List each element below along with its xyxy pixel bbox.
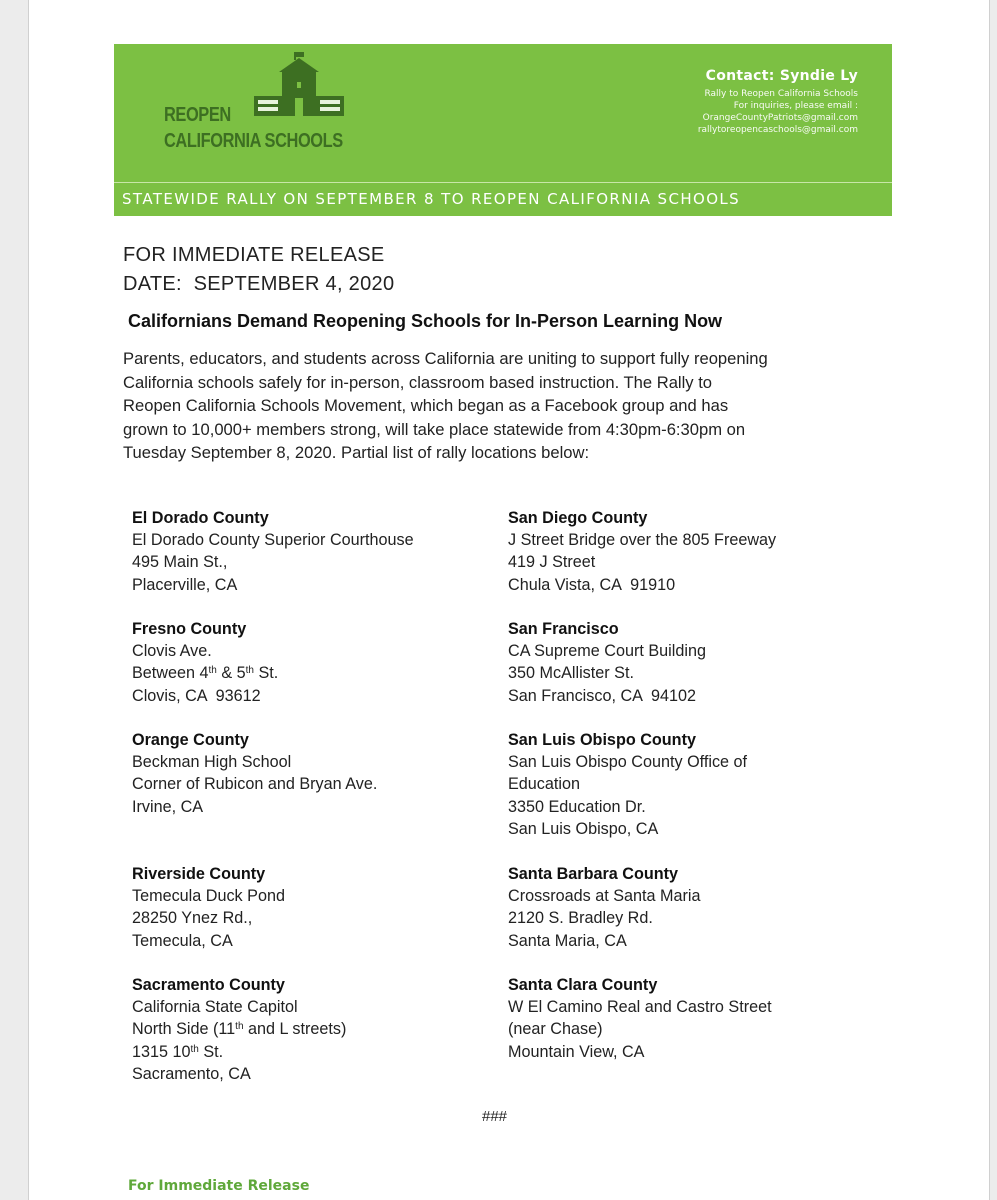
location-line: 495 Main St.,: [132, 553, 228, 572]
contact-block: [698, 68, 858, 136]
footer-label: For Immediate Release: [128, 1178, 310, 1194]
location-line: Sacramento, CA: [132, 1064, 251, 1083]
location-santa-barbara: [508, 863, 888, 952]
location-line: Clovis Ave.: [132, 642, 212, 661]
paragraph-line: Parents, educators, and students across California are uniting to support fully reopening: [123, 349, 768, 368]
location-line: Education: [508, 775, 580, 794]
logo-line-2: CALIFORNIA SCHOOLS: [164, 130, 343, 152]
location-line: Beckman High School: [132, 753, 292, 772]
location-line: El Dorado County Superior Courthouse: [132, 531, 414, 550]
location-line: 2120 S. Bradley Rd.: [508, 909, 653, 928]
location-line: Irvine, CA: [132, 797, 204, 816]
location-line: 3350 Education Dr.: [508, 797, 646, 816]
location-san-luis-obispo: [508, 729, 888, 840]
location-line: 28250 Ynez Rd.,: [132, 909, 253, 928]
location-line: Santa Maria, CA: [508, 931, 627, 950]
location-line: 350 McAllister St.: [508, 664, 634, 683]
paragraph-line: grown to 10,000+ members strong, will take place statewide from 4:30pm-6:30pm on: [123, 419, 746, 439]
logo-line-1: REOPEN: [164, 104, 231, 126]
location-line: W El Camino Real and Castro Street: [508, 998, 772, 1017]
location-line: San Francisco, CA 94102: [508, 686, 697, 705]
location-line: Temecula Duck Pond: [132, 887, 285, 906]
location-name: San Luis Obispo County: [508, 731, 696, 749]
location-line: California State Capitol: [132, 998, 298, 1017]
location-line: Corner of Rubicon and Bryan Ave.: [132, 775, 378, 794]
location-line: San Luis Obispo, CA: [508, 819, 659, 838]
location-line: J Street Bridge over the 805 Freeway: [508, 531, 777, 550]
release-block: [123, 241, 394, 299]
location-name: Riverside County: [132, 865, 266, 883]
paragraph-line: California schools safely for in-person, classroom based instruction. The Rally to: [123, 372, 713, 392]
press-headline: Californians Demand Reopening Schools for In-Person Learning Now: [128, 311, 723, 331]
contact-email-1: OrangeCountyPatriots@gmail.com: [702, 113, 858, 123]
location-name: Orange County: [132, 731, 249, 749]
paragraph-line: Reopen California Schools Movement, which began as a Facebook group and has: [123, 396, 729, 416]
location-line: CA Supreme Court Building: [508, 642, 706, 661]
contact-inquiries: For inquiries, please email :: [733, 101, 858, 111]
banner-divider: [114, 182, 892, 183]
location-line: North Side (11th and L streets): [132, 1020, 347, 1039]
location-name: El Dorado County: [132, 509, 269, 527]
location-line: Temecula, CA: [132, 931, 233, 950]
location-santa-clara: [508, 974, 888, 1063]
location-line: Between 4th & 5th St.: [132, 664, 279, 683]
location-fresno: [132, 618, 512, 707]
location-line: Chula Vista, CA 91910: [508, 575, 676, 594]
contact-name: Contact: Syndie Ly: [705, 68, 858, 84]
location-name: Santa Clara County: [508, 976, 658, 994]
location-name: San Diego County: [508, 509, 648, 527]
location-name: Santa Barbara County: [508, 865, 679, 883]
logo-wordmark: [164, 102, 343, 154]
contact-org: Rally to Reopen California Schools: [704, 89, 858, 99]
location-line: (near Chase): [508, 1020, 603, 1039]
release-label: FOR IMMEDIATE RELEASE: [123, 244, 385, 266]
release-date: DATE: SEPTEMBER 4, 2020: [123, 273, 395, 295]
location-riverside: [132, 863, 512, 952]
banner-headline: STATEWIDE RALLY ON SEPTEMBER 8 TO REOPEN CALIFORNIA SCHOOLS: [122, 190, 741, 208]
location-sacramento: [132, 974, 512, 1085]
location-line: Clovis, CA 93612: [132, 686, 261, 705]
location-line: Crossroads at Santa Maria: [508, 887, 701, 906]
paragraph-line: Tuesday September 8, 2020. Partial list of rally locations below:: [123, 443, 590, 463]
location-line: Mountain View, CA: [508, 1042, 645, 1061]
location-san-diego: [508, 507, 888, 596]
location-name: Sacramento County: [132, 976, 285, 994]
intro-paragraph: [123, 347, 913, 465]
location-san-francisco: [508, 618, 888, 707]
location-name: Fresno County: [132, 620, 247, 638]
contact-email-2: rallytoreopencaschools@gmail.com: [697, 125, 858, 135]
location-el-dorado: [132, 507, 512, 596]
location-line: Placerville, CA: [132, 575, 238, 594]
header-banner: [114, 44, 892, 216]
location-line: 419 J Street: [508, 553, 596, 572]
location-orange: [132, 729, 512, 818]
location-line: 1315 10th St.: [132, 1042, 224, 1061]
location-name: San Francisco: [508, 620, 619, 638]
end-mark: ###: [482, 1108, 508, 1125]
location-line: San Luis Obispo County Office of: [508, 753, 748, 772]
